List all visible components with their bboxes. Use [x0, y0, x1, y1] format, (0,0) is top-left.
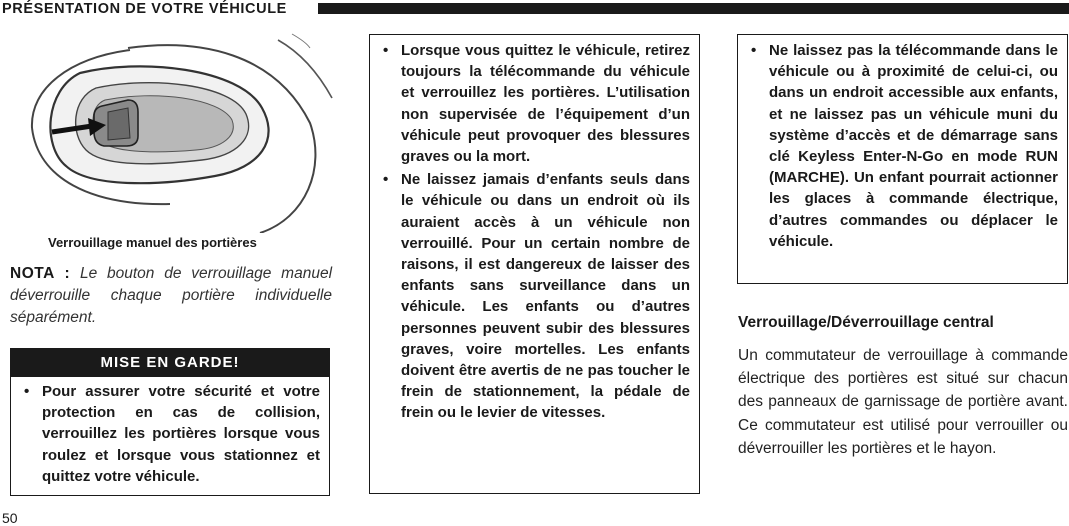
list-item [379, 169, 690, 423]
warning-title: MISE EN GARDE! [11, 349, 329, 377]
page-header-title: PRÉSENTATION DE VOTRE VÉHICULE [2, 1, 287, 17]
list-item [379, 40, 690, 167]
bullet-icon: • [383, 42, 389, 59]
warning-box [10, 348, 330, 496]
page-header [0, 0, 1069, 19]
section-body: Un commutateur de verrouillage à commande électrique des portières est situé sur chacun des panneaux de garnissage de portière avant. Ce commutateur est utilisé pour verrouiller ou déverrouiller les portières et le hayon. [738, 347, 1068, 457]
header-rule [318, 3, 1069, 14]
warning-list-item [20, 381, 320, 487]
list-item-text: Lorsque vous quittez le véhicule, retirez toujours la télécommande du véhicule et verrouillez les portières. L’utilisation non supervisée de l’équipement d’un véhicule peut provoquer des blessures graves ou la mort. [401, 42, 690, 166]
door-lock-illustration [10, 28, 335, 233]
section-heading: Verrouillage/Déverrouillage central [738, 314, 994, 331]
list-item [747, 40, 1058, 252]
page-number: 50 [2, 510, 18, 526]
note-label: NOTA : [10, 265, 71, 282]
note-text: Le bouton de verrouillage manuel déverrouille chaque portière individuelle séparément. [10, 265, 333, 326]
bullet-icon: • [383, 171, 389, 189]
note-paragraph [10, 263, 332, 329]
warning-item-text: Pour assurer votre sécurité et votre protection en cas de collision, verrouillez les portières lorsque vous roulez et lorsque vous stationnez et quittez votre véhicule. [42, 383, 320, 485]
figure-caption: Verrouillage manuel des portières [48, 235, 257, 250]
list-item-text: Ne laissez jamais d’enfants seuls dans le véhicule ou dans un endroit où ils auraient accès à un véhicule non verrouillé. Pour un certain nombre de raisons, il est dangereux de laisser des enfants sans surveillance dans un véhicule. Les enfants ou d’autres personnes peuvent subir des blessures graves, voire mortelles. Les enfants doivent être avertis de ne pas toucher le frein de stationnement, la pédale de frein ou le levier de vitesses. [401, 171, 690, 422]
right-warning-list [738, 35, 1067, 252]
warning-list [11, 377, 329, 487]
bullet-icon: • [24, 383, 30, 400]
safety-warning-box-right [737, 34, 1068, 284]
list-item-text: Ne laissez pas la télécommande dans le véhicule ou à proximité de celui-ci, ou dans un endroit accessible aux enfants, et ne laissez pas un véhicule muni du système d’accès et de démarrage sans clé Keyless Enter-N-Go en mode RUN (MARCHE). Un enfant pourrait actionner les glaces à commande électrique, d’autres commandes ou déplacer le véhicule. [769, 42, 1058, 250]
door-handle-drawing [10, 28, 335, 233]
safety-warning-box-middle [369, 34, 700, 494]
bullet-icon: • [751, 42, 757, 59]
middle-warning-list [370, 35, 699, 424]
